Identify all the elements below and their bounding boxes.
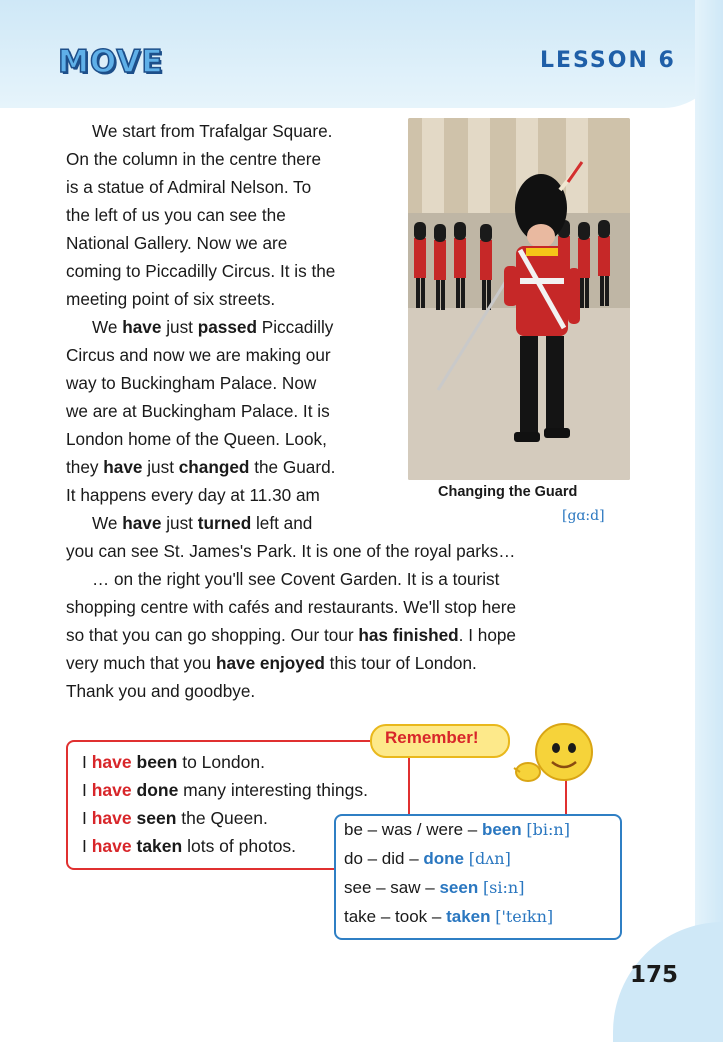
paragraph-1 bbox=[66, 117, 335, 313]
remember-title: Remember! bbox=[385, 728, 479, 747]
text-line: Thank you and goodbye. bbox=[66, 681, 256, 701]
text-line: shopping centre with cafés and restaurants. We'll stop here bbox=[66, 597, 517, 617]
text-line: you can see St. James's Park. It is one of the royal parks… bbox=[66, 541, 516, 561]
guard-photo bbox=[408, 118, 630, 480]
side-margin bbox=[695, 0, 723, 1042]
paragraph-4 bbox=[66, 565, 516, 705]
smiley-mascot-icon bbox=[512, 718, 596, 796]
paragraph-3 bbox=[66, 509, 515, 565]
text-line: way to Buckingham Palace. Now bbox=[66, 373, 317, 393]
section-title: MOVE bbox=[58, 44, 164, 80]
remember-line: I have seen the Queen. bbox=[82, 808, 268, 828]
text-line: … on the right you'll see Covent Garden. It is a tourist bbox=[92, 569, 500, 589]
text-line: National Gallery. Now we are bbox=[66, 233, 288, 253]
paragraph-2 bbox=[66, 313, 335, 509]
page-number: 175 bbox=[630, 962, 679, 988]
caption-transcription: [gɑ:d] bbox=[562, 508, 605, 524]
text-line: the left of us you can see the bbox=[66, 205, 286, 225]
text-line: We have just turned left and bbox=[92, 513, 313, 533]
verb-form-line: take – took – taken ['teɪkn] bbox=[344, 907, 554, 926]
verb-form-line: see – saw – seen [si:n] bbox=[344, 878, 525, 897]
text-line: they have just changed the Guard. bbox=[66, 457, 336, 477]
remember-line: I have taken lots of photos. bbox=[82, 836, 297, 856]
text-line: London home of the Queen. Look, bbox=[66, 429, 327, 449]
text-line: we are at Buckingham Palace. It is bbox=[66, 401, 330, 421]
remember-line: I have done many interesting things. bbox=[82, 780, 368, 800]
text-line: meeting point of six streets. bbox=[66, 289, 276, 309]
photo-caption: Changing the Guard bbox=[438, 484, 578, 500]
text-line: so that you can go shopping. Our tour has finished. I hope bbox=[66, 625, 516, 645]
text-line: On the column in the centre there bbox=[66, 149, 322, 169]
verb-form-line: be – was / were – been [bi:n] bbox=[344, 820, 570, 839]
text-line: We have just passed Piccadilly bbox=[92, 317, 334, 337]
text-line: Circus and now we are making our bbox=[66, 345, 331, 365]
guard-illustration bbox=[408, 118, 630, 480]
text-line: is a statue of Admiral Nelson. To bbox=[66, 177, 312, 197]
text-line: very much that you have enjoyed this tour of London. bbox=[66, 653, 477, 673]
lesson-label: LESSON 6 bbox=[540, 48, 676, 73]
text-line: coming to Piccadilly Circus. It is the bbox=[66, 261, 336, 281]
text-line: We start from Trafalgar Square. bbox=[92, 121, 333, 141]
remember-line: I have been to London. bbox=[82, 752, 265, 772]
text-line: It happens every day at 11.30 am bbox=[66, 485, 320, 505]
verb-form-line: do – did – done [dʌn] bbox=[344, 849, 511, 868]
